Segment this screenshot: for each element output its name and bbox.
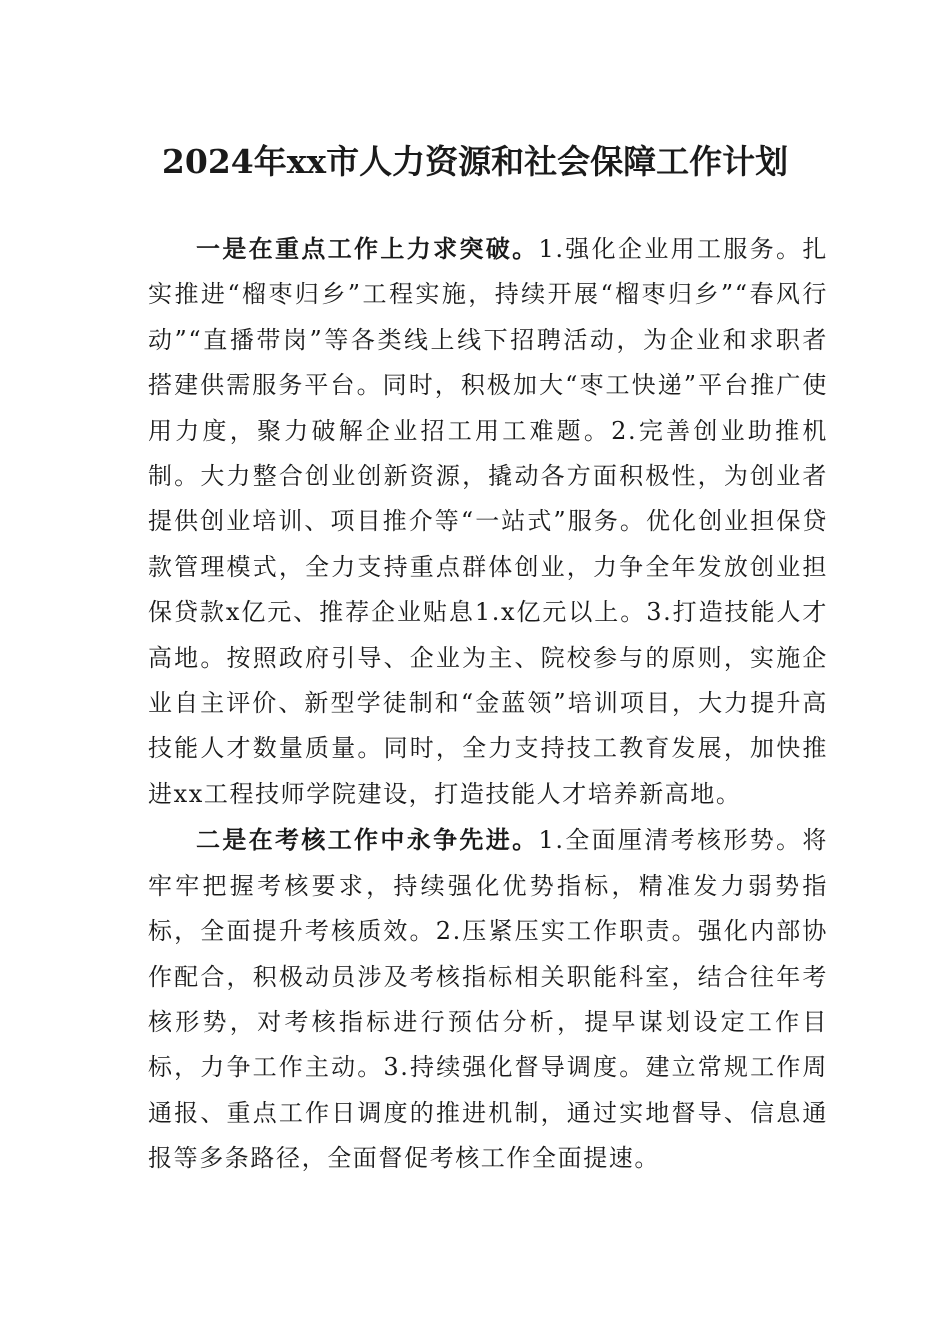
paragraph-assessment-work	[148, 817, 828, 1181]
paragraph-lead: 二是在考核工作中永争先进。	[196, 825, 539, 855]
paragraph-text: 1.强化企业用工服务。扎实推进“榴枣归乡”工程实施，持续开展“榴枣归乡”“春风行动”“直播带岗”等各类线上线下招聘活动，为企业和求职者搭建供需服务平台。同时，积极加大“枣工快递”平台推广使用力度，聚力破解企业招工用工难题。2.完善创业助推机制。大力整合创业创新资源，撬动各方面积极性，为创业者提供创业培训、项目推介等“一站式”服务。优化创业担保贷款管理模式，全力支持重点群体创业，力争全年发放创业担保贷款x亿元、推荐企业贴息1.x亿元以上。3.打造技能人才高地。按照政府引导、企业为主、院校参与的原则，实施企业自主评价、新型学徒制和“金蓝领”培训项目，大力提升高技能人才数量质量。同时，全力支持技工教育发展，加快推进xx工程技师学院建设，打造技能人才培养新高地。	[148, 235, 828, 808]
paragraph-key-work	[148, 226, 828, 817]
document-body	[148, 226, 828, 1182]
paragraph-text: 1.全面厘清考核形势。将牢牢把握考核要求，持续强化优势指标，精准发力弱势指标，全面提升考核质效。2.压紧压实工作职责。强化内部协作配合，积极动员涉及考核指标相关职能科室，结合往年考核形势，对考核指标进行预估分析，提早谋划设定工作目标，力争工作主动。3.持续强化督导调度。建立常规工作周通报、重点工作日调度的推进机制，通过实地督导、信息通报等多条路径，全面督促考核工作全面提速。	[148, 826, 828, 1173]
document-title: 2024年xx市人力资源和社会保障工作计划	[161, 142, 789, 181]
paragraph-lead: 一是在重点工作上力求突破。	[196, 234, 539, 263]
